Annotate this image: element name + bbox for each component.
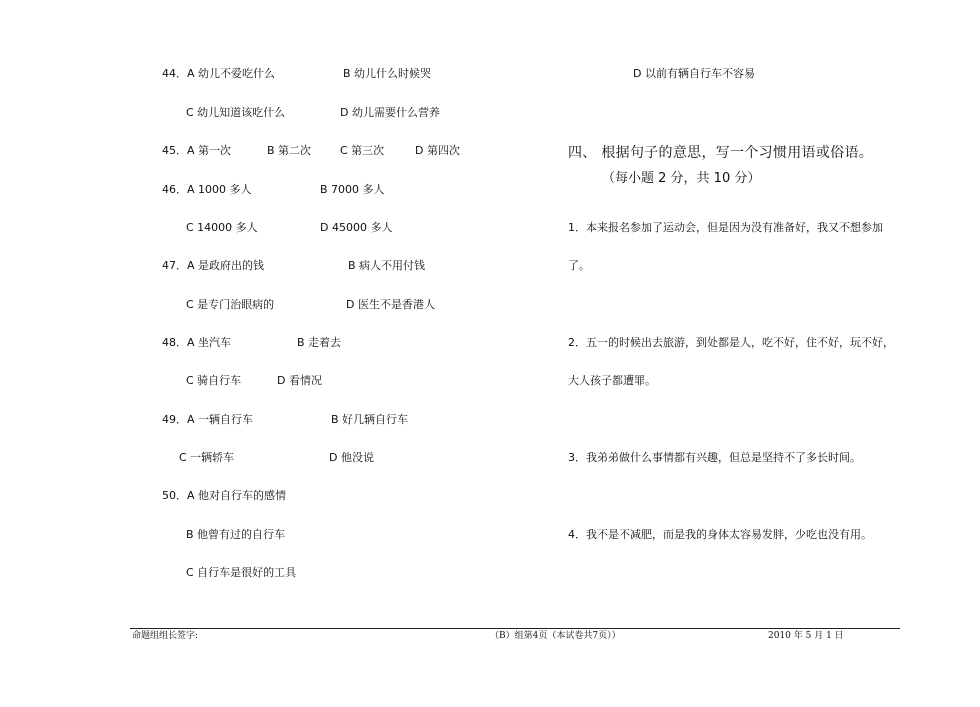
- q49-option-c: C 一辆轿车: [179, 451, 235, 464]
- q49-option-b: B 好几辆自行车: [331, 413, 409, 426]
- q50-option-c: C 自行车是很好的工具: [186, 566, 297, 579]
- q47-option-d: D 医生不是香港人: [346, 298, 435, 311]
- q46-option-b: B 7000 多人: [320, 183, 385, 196]
- q44-option-a: 44．A 幼儿不爱吃什么: [162, 67, 276, 80]
- footer-date: 2010 年 5 月 1 日: [768, 631, 844, 641]
- q48-option-a: 48．A 坐汽车: [162, 336, 232, 349]
- q45-option-b: B 第二次: [267, 144, 312, 157]
- q48-option-b: B 走着去: [297, 336, 342, 349]
- q49-option-d: D 他没说: [329, 451, 374, 464]
- footer-divider: [130, 628, 900, 629]
- q44-option-d: D 幼儿需要什么营养: [340, 106, 440, 119]
- q47-option-c: C 是专门治眼病的: [186, 298, 275, 311]
- section-four-title: 四、 根据句子的意思，写一个习惯用语或俗语。: [568, 145, 874, 161]
- q45-option-c: C 第三次: [340, 144, 385, 157]
- q47-option-a: 47．A 是政府出的钱: [162, 259, 265, 272]
- q48-option-d: D 看情况: [277, 374, 322, 387]
- sentence-4: 4．我不是不减肥，而是我的身体太容易发胖，少吃也没有用。: [568, 528, 872, 541]
- sentence-2-line-1: 2．五一的时候出去旅游，到处都是人，吃不好，住不好，玩不好，: [568, 336, 894, 349]
- q45-option-a: 45．A 第一次: [162, 144, 232, 157]
- q44-option-b: B 幼儿什么时候哭: [343, 67, 432, 80]
- q50-option-a: 50．A 他对自行车的感情: [162, 489, 287, 502]
- q46-option-d: D 45000 多人: [320, 221, 393, 234]
- q45-option-d: D 第四次: [415, 144, 460, 157]
- q48-option-c: C 骑自行车: [186, 374, 242, 387]
- sentence-3: 3．我弟弟做什么事情都有兴趣，但总是坚持不了多长时间。: [568, 451, 861, 464]
- sentence-2-line-2: 大人孩子都遭罪。: [568, 374, 656, 387]
- footer-page-info: （B）组第4页（本试卷共7页））: [490, 631, 621, 641]
- q50-option-b: B 他曾有过的自行车: [186, 528, 286, 541]
- footer-signature-label: 命题组组长签字:: [132, 631, 199, 641]
- q43-option-d: D 以前有辆自行车不容易: [633, 67, 755, 80]
- q47-option-b: B 病人不用付钱: [348, 259, 426, 272]
- sentence-1-line-2: 了。: [568, 259, 590, 272]
- q46-option-a: 46．A 1000 多人: [162, 183, 252, 196]
- q46-option-c: C 14000 多人: [186, 221, 258, 234]
- q49-option-a: 49．A 一辆自行车: [162, 413, 254, 426]
- section-four-score-note: （每小题 2 分，共 10 分）: [602, 171, 761, 186]
- sentence-1-line-1: 1．本来报名参加了运动会，但是因为没有准备好，我又不想参加: [568, 221, 883, 234]
- q44-option-c: C 幼儿知道该吃什么: [186, 106, 286, 119]
